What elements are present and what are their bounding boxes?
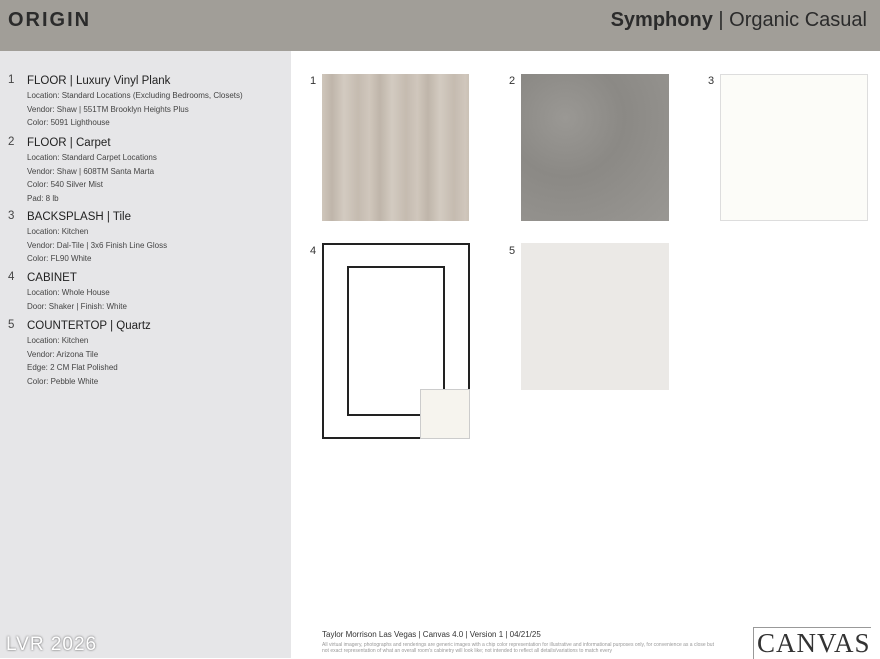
selection-item — [8, 271, 127, 313]
swatch-number: 4 — [310, 245, 317, 257]
page-title — [611, 9, 867, 32]
item-detail: Pad: 8 lb — [27, 193, 59, 203]
item-detail: Color: Pebble White — [27, 376, 99, 386]
item-detail: Location: Kitchen — [27, 227, 89, 236]
item-number: 3 — [8, 210, 15, 222]
swatch-number: 3 — [708, 75, 715, 87]
item-detail: Vendor: Shaw | 551TM Brooklyn Heights Plus — [27, 104, 189, 114]
selection-item — [8, 210, 167, 266]
carpet-swatch — [521, 74, 669, 221]
item-title: CABINET — [27, 272, 77, 284]
item-title: FLOOR | Luxury Vinyl Plank — [27, 75, 171, 87]
item-detail: Color: 5091 Lighthouse — [27, 118, 110, 127]
quartz-swatch — [521, 243, 669, 390]
item-detail: Color: 540 Silver Mist — [27, 180, 104, 189]
item-detail: Location: Kitchen — [27, 336, 89, 345]
separator: | — [712, 9, 730, 31]
cabinet-finish-chip — [420, 389, 470, 439]
item-title: BACKSPLASH | Tile — [27, 211, 131, 223]
swatch-number: 5 — [509, 245, 516, 257]
backsplash-tile-swatch — [720, 74, 868, 221]
selection-item — [8, 319, 151, 388]
item-number: 2 — [8, 136, 15, 148]
item-title: COUNTERTOP | Quartz — [27, 320, 151, 332]
item-detail: Door: Shaker | Finish: White — [27, 301, 127, 311]
swatch-number: 1 — [310, 75, 317, 87]
item-number: 4 — [8, 271, 15, 283]
item-detail: Vendor: Shaw | 608TM Santa Marta — [27, 166, 155, 176]
canvas-logo: CANVAS — [753, 627, 871, 659]
cabinet-door-swatch — [322, 243, 470, 439]
collection-name: Symphony — [610, 9, 713, 31]
item-title: FLOOR | Carpet — [27, 137, 111, 149]
item-number: 5 — [8, 319, 15, 331]
footer — [322, 630, 722, 654]
item-detail: Location: Whole House — [27, 288, 110, 297]
item-detail: Vendor: Dal-Tile | 3x6 Finish Line Gloss — [27, 240, 168, 250]
header — [0, 0, 880, 51]
watermark: LVR 2026 — [6, 634, 98, 655]
selection-item — [8, 136, 157, 205]
style-name: Organic Casual — [729, 9, 867, 31]
item-number: 1 — [8, 74, 15, 86]
item-detail: Location: Standard Locations (Excluding Bedrooms, Closets) — [27, 91, 243, 100]
vinyl-plank-swatch — [322, 74, 469, 221]
swatch-number: 2 — [509, 75, 516, 87]
item-detail: Edge: 2 CM Flat Polished — [27, 363, 118, 372]
item-detail: Color: FL90 White — [27, 254, 92, 263]
item-detail: Location: Standard Carpet Locations — [27, 153, 157, 162]
origin-logo: ORIGIN — [8, 9, 92, 31]
selection-item — [8, 74, 243, 130]
item-detail: Vendor: Arizona Tile — [27, 349, 99, 359]
disclaimer: All virtual imagery, photographs and renderings are generic images with a chip color representation for illustrative and informational purposes only, for convenience as a close but not exact representation of what an overall room's cabinetry will look like; not intended to reflect all details/variations to match every — [322, 642, 714, 654]
footer-line: Taylor Morrison Las Vegas | Canvas 4.0 | Version 1 | 04/21/25 — [322, 630, 541, 639]
